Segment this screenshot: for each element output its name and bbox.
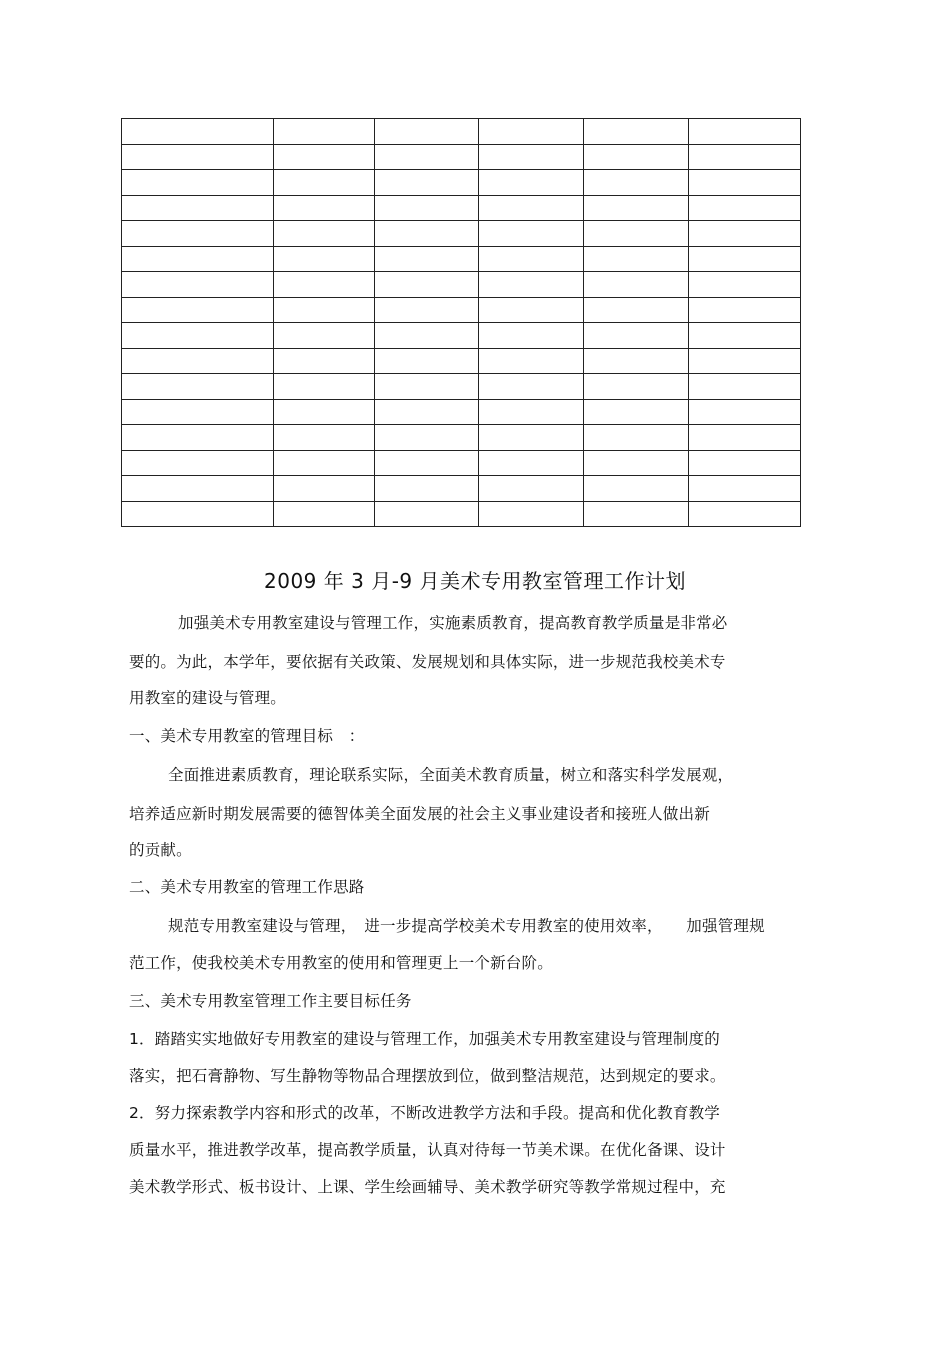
table-cell bbox=[375, 374, 479, 400]
table-row bbox=[122, 348, 801, 374]
table-cell bbox=[689, 374, 801, 400]
table-cell bbox=[479, 246, 584, 272]
paragraph-line: 全面推进素质教育，理论联系实际，全面美术教育质量，树立和落实科学发展观， bbox=[168, 766, 734, 784]
table-cell bbox=[479, 144, 584, 170]
paragraph-line: 用教室的建设与管理。 bbox=[129, 689, 287, 707]
table-cell bbox=[122, 144, 274, 170]
table-cell bbox=[122, 170, 274, 196]
table-cell bbox=[689, 272, 801, 298]
table-cell bbox=[689, 425, 801, 451]
table-cell bbox=[375, 450, 479, 476]
table-cell bbox=[122, 119, 274, 145]
table-cell bbox=[122, 476, 274, 502]
table-cell bbox=[584, 272, 689, 298]
table-cell bbox=[584, 348, 689, 374]
table-row bbox=[122, 272, 801, 298]
table-cell bbox=[375, 348, 479, 374]
table-cell bbox=[479, 348, 584, 374]
table-cell bbox=[274, 297, 375, 323]
table-cell bbox=[274, 195, 375, 221]
table-cell bbox=[122, 323, 274, 349]
table-cell bbox=[689, 501, 801, 527]
table-cell bbox=[274, 221, 375, 247]
table-cell bbox=[584, 425, 689, 451]
table-cell bbox=[689, 476, 801, 502]
table-cell bbox=[274, 476, 375, 502]
table-cell bbox=[274, 450, 375, 476]
table-cell bbox=[375, 119, 479, 145]
table-cell bbox=[122, 501, 274, 527]
table-row bbox=[122, 323, 801, 349]
table-cell bbox=[274, 399, 375, 425]
table-cell bbox=[584, 246, 689, 272]
paragraph-line: 要的。为此，本学年，要依据有关政策、发展规划和具体实际，进一步规范我校美术专 bbox=[129, 653, 726, 671]
table-cell bbox=[584, 399, 689, 425]
table-row bbox=[122, 246, 801, 272]
table-cell bbox=[689, 144, 801, 170]
table-row bbox=[122, 399, 801, 425]
table-cell bbox=[584, 170, 689, 196]
paragraph-line: 培养适应新时期发展需要的德智体美全面发展的社会主义事业建设者和接班人做出新 bbox=[129, 805, 710, 823]
table-cell bbox=[122, 272, 274, 298]
paragraph-line: 1．踏踏实实地做好专用教室的建设与管理工作，加强美术专用教室建设与管理制度的 bbox=[129, 1030, 720, 1048]
table-cell bbox=[479, 476, 584, 502]
table-cell bbox=[689, 450, 801, 476]
table-row bbox=[122, 501, 801, 527]
table-row bbox=[122, 476, 801, 502]
table-cell bbox=[375, 195, 479, 221]
table-cell bbox=[584, 450, 689, 476]
table-cell bbox=[122, 297, 274, 323]
table-cell bbox=[479, 425, 584, 451]
table-cell bbox=[479, 297, 584, 323]
table-cell bbox=[375, 476, 479, 502]
table-row bbox=[122, 450, 801, 476]
paragraph-line: 落实，把石膏静物、写生静物等物品合理摆放到位，做到整洁规范，达到规定的要求。 bbox=[129, 1067, 726, 1085]
blank-table bbox=[121, 118, 801, 527]
table-cell bbox=[122, 195, 274, 221]
table-cell bbox=[122, 221, 274, 247]
table-cell bbox=[584, 374, 689, 400]
section-heading: 一、美术专用教室的管理目标 ： bbox=[129, 727, 365, 745]
table-cell bbox=[274, 425, 375, 451]
table-cell bbox=[274, 144, 375, 170]
table-cell bbox=[689, 119, 801, 145]
document-title: 2009 年 3 月-9 月美术专用教室管理工作计划 bbox=[264, 569, 686, 593]
table-cell bbox=[122, 399, 274, 425]
table-cell bbox=[274, 323, 375, 349]
table-cell bbox=[375, 399, 479, 425]
table-cell bbox=[689, 399, 801, 425]
section-heading: 三、美术专用教室管理工作主要目标任务 bbox=[129, 992, 412, 1010]
table-cell bbox=[479, 170, 584, 196]
table-row bbox=[122, 119, 801, 145]
table-cell bbox=[375, 323, 479, 349]
table-row bbox=[122, 195, 801, 221]
table-cell bbox=[479, 119, 584, 145]
table-cell bbox=[274, 119, 375, 145]
table-row bbox=[122, 374, 801, 400]
table-cell bbox=[375, 221, 479, 247]
table-cell bbox=[689, 170, 801, 196]
section-heading: 二、美术专用教室的管理工作思路 bbox=[129, 878, 365, 896]
table-cell bbox=[122, 425, 274, 451]
paragraph-line: 质量水平，推进教学改革，提高教学质量，认真对待每一节美术课。在优化备课、设计 bbox=[129, 1141, 726, 1159]
table-cell bbox=[479, 221, 584, 247]
paragraph-line: 范工作，使我校美术专用教室的使用和管理更上一个新台阶。 bbox=[129, 954, 553, 972]
table-cell bbox=[584, 297, 689, 323]
table-row bbox=[122, 425, 801, 451]
table-cell bbox=[375, 297, 479, 323]
table-cell bbox=[375, 170, 479, 196]
paragraph-line: 美术教学形式、板书设计、上课、学生绘画辅导、美术教学研究等教学常规过程中，充 bbox=[129, 1178, 726, 1196]
table-cell bbox=[122, 348, 274, 374]
table-cell bbox=[375, 425, 479, 451]
table-cell bbox=[584, 195, 689, 221]
table-cell bbox=[375, 501, 479, 527]
table-cell bbox=[689, 348, 801, 374]
table-row bbox=[122, 221, 801, 247]
table-cell bbox=[375, 144, 479, 170]
table-row bbox=[122, 144, 801, 170]
table-cell bbox=[375, 246, 479, 272]
table-cell bbox=[479, 323, 584, 349]
table-cell bbox=[375, 272, 479, 298]
table-row bbox=[122, 297, 801, 323]
table-cell bbox=[689, 297, 801, 323]
paragraph-line: 规范专用教室建设与管理， 进一步提高学校美术专用教室的使用效率， 加强管理规 bbox=[168, 917, 765, 935]
table-cell bbox=[274, 501, 375, 527]
table-cell bbox=[479, 195, 584, 221]
table-cell bbox=[689, 323, 801, 349]
table-cell bbox=[479, 374, 584, 400]
table-cell bbox=[584, 476, 689, 502]
table-cell bbox=[584, 323, 689, 349]
table-cell bbox=[479, 272, 584, 298]
table-cell bbox=[122, 374, 274, 400]
paragraph-line: 2．努力探索教学内容和形式的改革，不断改进教学方法和手段。提高和优化教育教学 bbox=[129, 1104, 720, 1122]
table-cell bbox=[689, 246, 801, 272]
table-cell bbox=[689, 195, 801, 221]
table-cell bbox=[274, 246, 375, 272]
table-cell bbox=[122, 246, 274, 272]
table-row bbox=[122, 170, 801, 196]
table-cell bbox=[274, 272, 375, 298]
table-cell bbox=[584, 119, 689, 145]
table-cell bbox=[122, 450, 274, 476]
table-cell bbox=[584, 144, 689, 170]
table-cell bbox=[689, 221, 801, 247]
table-cell bbox=[274, 374, 375, 400]
table-cell bbox=[479, 450, 584, 476]
table-cell bbox=[479, 501, 584, 527]
table-cell bbox=[584, 501, 689, 527]
table-cell bbox=[584, 221, 689, 247]
paragraph-line: 的贡献。 bbox=[129, 841, 192, 859]
table-cell bbox=[274, 348, 375, 374]
table-cell bbox=[479, 399, 584, 425]
table-cell bbox=[274, 170, 375, 196]
paragraph-line: 加强美术专用教室建设与管理工作，实施素质教育，提高教育教学质量是非常必 bbox=[178, 614, 728, 632]
